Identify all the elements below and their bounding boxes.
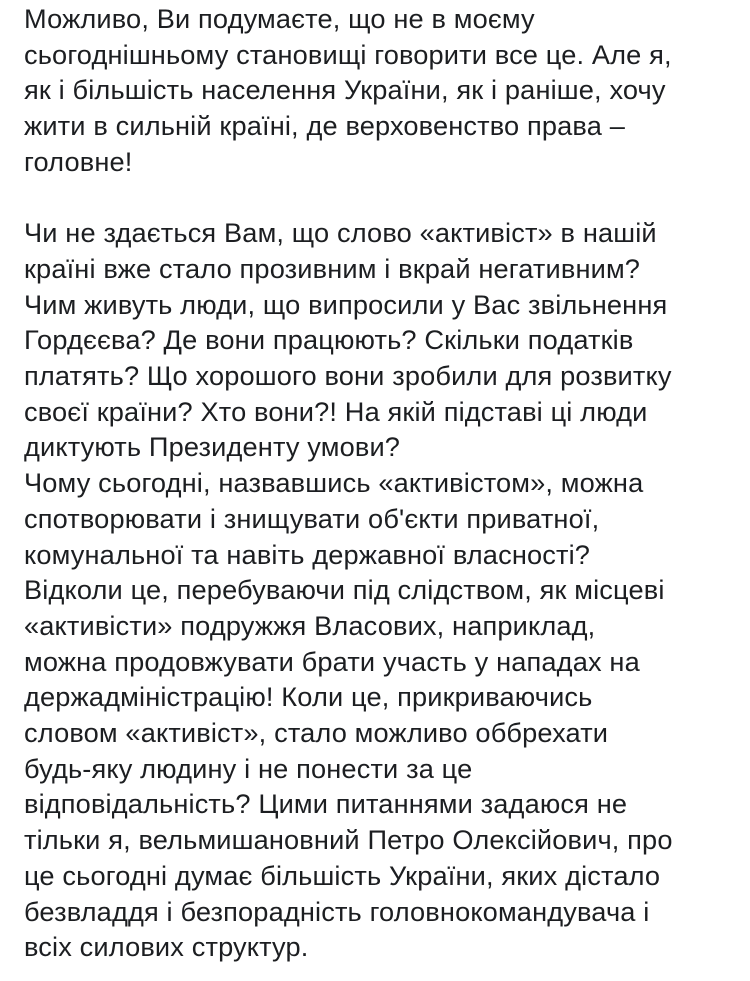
text-line: безвладдя і безпорадність головнокомандувача і bbox=[24, 895, 650, 927]
post-body bbox=[24, 0, 736, 965]
text-line: держадміністрацію! Коли це, прикриваючись bbox=[24, 681, 593, 713]
paragraph-spacer bbox=[24, 180, 736, 216]
text-line: відповідальність? Цими питаннями задаюся не bbox=[24, 788, 628, 820]
text-line: Чим живуть люди, що випросили у Вас звільнення bbox=[24, 288, 668, 320]
text-line: як і більшість населення України, як і раніше, хочу bbox=[24, 74, 666, 106]
text-line: спотворювати і знищувати об'єкти приватної, bbox=[24, 502, 600, 534]
text-line: можна продовжувати брати участь у нападах на bbox=[24, 645, 640, 677]
text-line: тільки я, вельмишановний Петро Олексійович, про bbox=[24, 824, 673, 856]
text-line: Чому сьогодні, назвавшись «активістом», можна bbox=[24, 467, 644, 499]
text-line: жити в сильній країні, де верховенство права – bbox=[24, 110, 625, 142]
text-line: Гордєєва? Де вони працюють? Скільки податків bbox=[24, 324, 634, 356]
text-line: «активісти» подружжя Власових, наприклад, bbox=[24, 609, 596, 641]
text-line: Відколи це, перебуваючи під слідством, як місцеві bbox=[24, 574, 665, 606]
text-line: головне! bbox=[24, 145, 133, 177]
text-line: Можливо, Ви подумаєте, що не в моєму bbox=[24, 3, 535, 34]
text-line: сьогоднішньому становищі говорити все це. Але я, bbox=[24, 38, 672, 70]
text-line: будь-яку людину і не понести за це bbox=[24, 752, 473, 784]
text-line: це сьогодні думає більшість України, яких дістало bbox=[24, 859, 661, 891]
text-line: всіх силових структур. bbox=[24, 931, 309, 963]
text-line: платять? Що хорошого вони зробили для розвитку bbox=[24, 360, 672, 392]
text-line: своєї країни? Хто вони?! На якій підставі ці люди bbox=[24, 395, 648, 427]
text-line: комунальної та навіть державної власності? bbox=[24, 538, 591, 570]
text-line: Чи не здається Вам, що слово «активіст» в нашій bbox=[24, 217, 657, 249]
paragraph-2 bbox=[24, 215, 736, 965]
text-line: диктують Президенту умови? bbox=[24, 431, 401, 463]
text-line: країні вже стало прозивним і вкрай негативним? bbox=[24, 252, 641, 284]
paragraph-1 bbox=[24, 1, 736, 180]
text-line: словом «активіст», стало можливо оббрехати bbox=[24, 717, 609, 749]
